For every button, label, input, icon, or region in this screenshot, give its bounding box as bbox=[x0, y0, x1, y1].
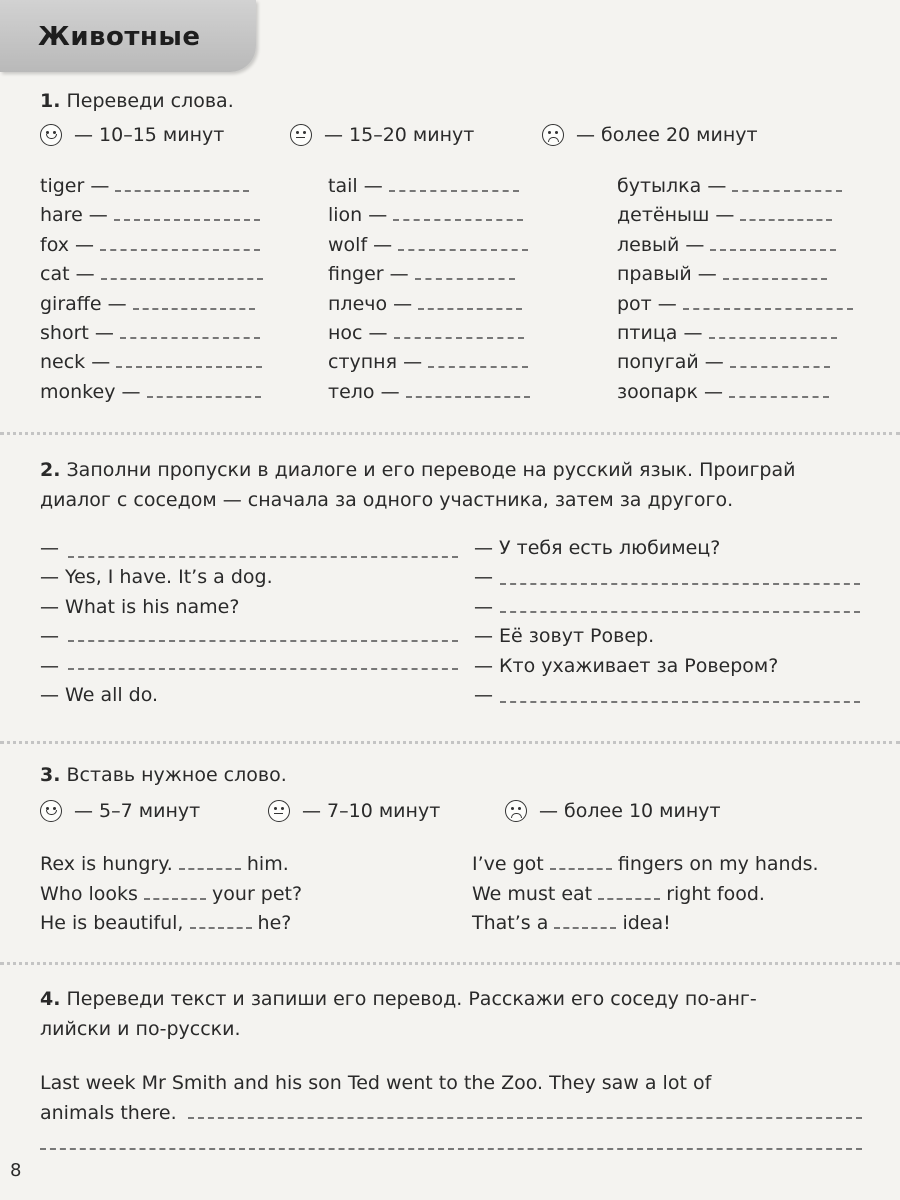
word-row bbox=[617, 203, 887, 232]
sentence-start: We must eat bbox=[472, 882, 593, 905]
answer-blank[interactable] bbox=[114, 217, 260, 221]
answer-blank[interactable] bbox=[147, 394, 261, 398]
answer-blank[interactable] bbox=[683, 306, 853, 310]
answer-line[interactable] bbox=[500, 611, 860, 613]
word-row bbox=[328, 321, 598, 350]
section-divider bbox=[0, 962, 900, 965]
word-row bbox=[617, 321, 887, 350]
section-title: Животные bbox=[38, 22, 201, 52]
word-row bbox=[617, 292, 887, 321]
dialogue-text: — У тебя есть любимец? bbox=[474, 537, 721, 559]
dialogue-line bbox=[474, 536, 874, 565]
word-row bbox=[40, 321, 310, 350]
sentence-end: idea! bbox=[622, 912, 671, 934]
sad-face-icon bbox=[542, 124, 564, 146]
dialogue-line bbox=[40, 624, 460, 653]
text-line-end: animals there. bbox=[40, 1102, 177, 1124]
timer-sad bbox=[505, 800, 721, 822]
dialogue-text: — bbox=[474, 566, 493, 589]
word: hare — bbox=[40, 204, 108, 227]
word-row bbox=[328, 233, 598, 262]
word-row bbox=[40, 380, 310, 409]
answer-line[interactable] bbox=[188, 1117, 862, 1119]
word-column-2 bbox=[328, 174, 598, 409]
word-column-3 bbox=[617, 174, 887, 409]
word: правый — bbox=[617, 263, 717, 286]
task-title-line bbox=[40, 455, 870, 485]
timer-happy bbox=[40, 800, 200, 822]
dialogue-line bbox=[474, 683, 874, 712]
task-2-title bbox=[40, 455, 870, 515]
dialogue-line bbox=[474, 595, 874, 624]
sentence-end: he? bbox=[257, 912, 292, 934]
word-row bbox=[40, 233, 310, 262]
answer-blank[interactable] bbox=[190, 925, 252, 929]
timer-text: — 15–20 минут bbox=[324, 124, 475, 146]
timer-text: — 5–7 минут bbox=[74, 800, 201, 822]
answer-blank[interactable] bbox=[100, 247, 260, 251]
word: finger — bbox=[328, 263, 409, 286]
word: tiger — bbox=[40, 175, 110, 197]
answer-blank[interactable] bbox=[710, 247, 836, 251]
dialogue-line bbox=[474, 565, 874, 594]
word-row bbox=[40, 292, 310, 321]
happy-face-icon bbox=[40, 124, 62, 146]
word-row bbox=[328, 174, 598, 203]
task-number: 2. bbox=[40, 459, 61, 481]
task-text: Переведи слова. bbox=[66, 90, 234, 112]
dialogue-text: — Её зовут Ровер. bbox=[474, 625, 655, 648]
answer-blank[interactable] bbox=[101, 276, 263, 280]
answer-blank[interactable] bbox=[598, 896, 660, 900]
sentence-start: That’s a bbox=[472, 912, 549, 934]
word-row bbox=[328, 262, 598, 291]
word: зоопарк — bbox=[617, 380, 723, 403]
dialogue-line bbox=[474, 624, 874, 653]
dialogue-line bbox=[40, 683, 460, 712]
word: детёныш — bbox=[617, 204, 735, 227]
section-divider bbox=[0, 432, 900, 435]
word-row bbox=[40, 203, 310, 232]
word: fox — bbox=[40, 233, 95, 256]
sad-face-icon bbox=[505, 800, 527, 822]
answer-line[interactable] bbox=[68, 556, 458, 558]
timer-text: — более 20 минут bbox=[576, 124, 758, 146]
dialogue-line bbox=[40, 536, 460, 565]
timer-text: — 7–10 минут bbox=[302, 800, 441, 822]
word-row bbox=[617, 174, 887, 203]
neutral-face-icon bbox=[268, 800, 290, 822]
sentence-row bbox=[40, 882, 460, 912]
dialogue-text: — bbox=[474, 595, 493, 618]
answer-line[interactable] bbox=[40, 1148, 862, 1150]
task-text: Переведи текст и запиши его перевод. Расскажи его соседу по-анг- bbox=[66, 988, 757, 1010]
text-line: Last week Mr Smith and his son Ted went to the Zoo. They saw a lot of bbox=[40, 1072, 712, 1094]
word-column-1 bbox=[40, 174, 310, 409]
answer-blank[interactable] bbox=[723, 276, 827, 280]
dialogue-line bbox=[474, 654, 874, 683]
answer-line[interactable] bbox=[500, 701, 860, 703]
task-4-title bbox=[40, 984, 870, 1044]
word: monkey — bbox=[40, 380, 141, 403]
answer-blank[interactable] bbox=[550, 866, 612, 870]
answer-blank[interactable] bbox=[729, 394, 829, 398]
answer-blank[interactable] bbox=[393, 217, 523, 221]
word: нос — bbox=[328, 321, 388, 344]
answer-line[interactable] bbox=[68, 668, 458, 670]
word: neck — bbox=[40, 351, 111, 374]
sentence-end: fingers on my hands. bbox=[617, 853, 819, 875]
timer-neutral bbox=[268, 800, 440, 822]
word: ступня — bbox=[328, 351, 423, 374]
answer-blank[interactable] bbox=[732, 188, 842, 192]
answer-blank[interactable] bbox=[398, 247, 528, 251]
dialogue-russian bbox=[474, 536, 874, 712]
word-row bbox=[40, 262, 310, 291]
sentence-end: your pet? bbox=[212, 882, 303, 905]
word-row bbox=[328, 203, 598, 232]
word: птица — bbox=[617, 321, 703, 344]
dialogue-text: — bbox=[474, 683, 493, 706]
sentence-row bbox=[472, 882, 872, 912]
sentence-row bbox=[472, 852, 872, 882]
dialogue-text: — bbox=[40, 625, 59, 648]
dialogue-text: — What is his name? bbox=[40, 595, 240, 618]
dialogue-english bbox=[40, 536, 460, 712]
page-number: 8 bbox=[10, 1160, 22, 1181]
answer-blank[interactable] bbox=[116, 364, 262, 368]
sentence-start: Rex is hungry. bbox=[40, 853, 173, 875]
dialogue-text: — bbox=[40, 537, 59, 559]
word: рот — bbox=[617, 292, 677, 315]
timer-text: — 10–15 минут bbox=[74, 124, 225, 146]
sentence-row bbox=[40, 911, 460, 941]
dialogue-text: — We all do. bbox=[40, 683, 159, 706]
word: wolf — bbox=[328, 233, 393, 256]
word: tail — bbox=[328, 175, 383, 197]
happy-face-icon bbox=[40, 800, 62, 822]
word: бутылка — bbox=[617, 175, 727, 197]
task-number: 1. bbox=[40, 90, 61, 112]
answer-blank[interactable] bbox=[389, 188, 519, 192]
answer-blank[interactable] bbox=[115, 188, 249, 192]
dialogue-line bbox=[40, 565, 460, 594]
answer-blank[interactable] bbox=[179, 866, 241, 870]
text-line bbox=[40, 1098, 870, 1128]
answer-line[interactable] bbox=[68, 640, 458, 642]
word: тело — bbox=[328, 380, 400, 403]
task-text: лийски и по-русски. bbox=[40, 1018, 241, 1040]
word: giraffe — bbox=[40, 292, 127, 315]
word-row bbox=[617, 380, 887, 409]
word-row bbox=[328, 350, 598, 379]
dialogue-text: — bbox=[40, 654, 59, 677]
answer-blank[interactable] bbox=[418, 306, 522, 310]
sentence-end: right food. bbox=[666, 882, 765, 905]
word-row bbox=[328, 292, 598, 321]
fill-in-right bbox=[472, 852, 872, 941]
word-row bbox=[40, 174, 310, 203]
sentence-start: I’ve got bbox=[472, 853, 544, 875]
neutral-face-icon bbox=[290, 124, 312, 146]
word-row bbox=[40, 350, 310, 379]
task-title-line bbox=[40, 984, 870, 1014]
answer-blank[interactable] bbox=[709, 335, 837, 339]
dialogue-text: — Кто ухаживает за Ровером? bbox=[474, 654, 779, 677]
answer-line[interactable] bbox=[500, 583, 860, 585]
timer-happy bbox=[40, 124, 224, 146]
answer-blank[interactable] bbox=[415, 276, 515, 280]
word-row bbox=[617, 262, 887, 291]
answer-blank[interactable] bbox=[120, 335, 260, 339]
sentence-row bbox=[40, 852, 460, 882]
timer-sad bbox=[542, 124, 758, 146]
answer-blank[interactable] bbox=[740, 217, 832, 221]
answer-blank[interactable] bbox=[730, 364, 830, 368]
answer-blank[interactable] bbox=[133, 306, 255, 310]
section-divider bbox=[0, 741, 900, 744]
timer-text: — более 10 минут bbox=[539, 800, 721, 822]
word: short — bbox=[40, 321, 114, 344]
word: плечо — bbox=[328, 292, 413, 315]
sentence-start: He is beautiful, bbox=[40, 912, 184, 934]
fill-in-left bbox=[40, 852, 460, 941]
dialogue-text: — Yes, I have. It’s a dog. bbox=[40, 566, 273, 589]
word-row bbox=[328, 380, 598, 409]
task-text: Заполни пропуски в диалоге и его переводе на русский язык. Проиграй bbox=[66, 459, 796, 481]
answer-blank[interactable] bbox=[144, 896, 206, 900]
timer-neutral bbox=[290, 124, 474, 146]
dialogue-line bbox=[40, 654, 460, 683]
answer-blank[interactable] bbox=[554, 925, 616, 929]
sentence-row bbox=[472, 911, 872, 941]
translation-text bbox=[40, 1068, 870, 1128]
task-text: диалог с соседом — сначала за одного участника, затем за другого. bbox=[40, 489, 734, 511]
word-row bbox=[617, 350, 887, 379]
sentence-end: him. bbox=[246, 853, 289, 875]
task-3-title bbox=[40, 760, 287, 790]
task-number: 3. bbox=[40, 764, 61, 786]
task-text: Вставь нужное слово. bbox=[66, 764, 287, 786]
answer-blank[interactable] bbox=[394, 335, 524, 339]
sentence-start: Who looks bbox=[40, 882, 138, 905]
task-1-title bbox=[40, 86, 234, 116]
answer-blank[interactable] bbox=[406, 394, 530, 398]
task-number: 4. bbox=[40, 988, 61, 1010]
word: lion — bbox=[328, 204, 388, 227]
word-row bbox=[617, 233, 887, 262]
answer-blank[interactable] bbox=[428, 364, 528, 368]
word: cat — bbox=[40, 263, 95, 286]
word: левый — bbox=[617, 233, 705, 256]
dialogue-line bbox=[40, 595, 460, 624]
word: попугай — bbox=[617, 351, 724, 374]
